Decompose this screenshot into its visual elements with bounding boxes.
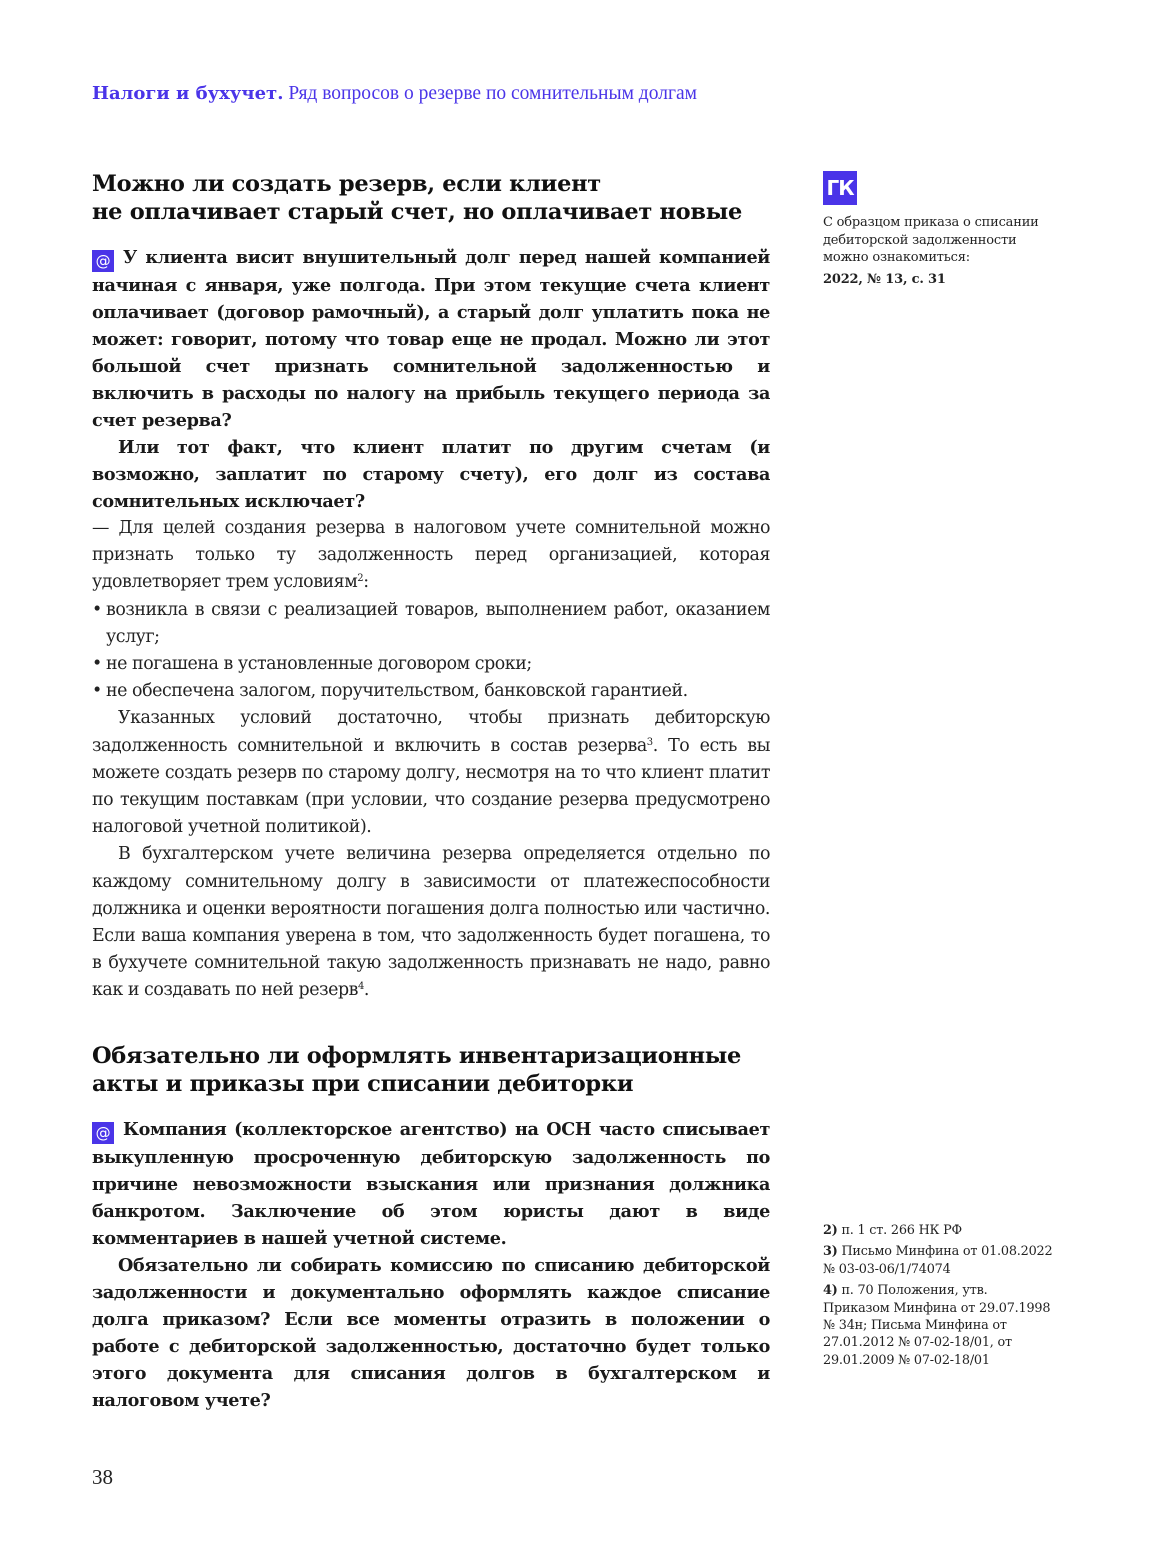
sidebar-note-reference[interactable]: 2022, № 13, с. 31 xyxy=(823,271,946,287)
reader-question-continued: Обязательно ли собирать комиссию по списанию дебиторской задолженности и документально оформлять каждое списание долга приказом? Если все моменты отразить в положении о работе с дебиторской задолженностью, достаточно будет только этого документа для списания долгов в бухгалтерском и налоговом учете? xyxy=(92,1254,770,1411)
footnotes xyxy=(823,1222,1053,1373)
footnote: 4) п. 70 Положения, утв. Приказом Минфина от 29.07.1998 № 34н; Письма Минфина от 27.01.2012 № 07-02-18/01, от 29.01.2009 № 07-02-18/01 xyxy=(823,1283,1051,1368)
answer-paragraph: В бухгалтерском учете величина резерва определяется отдельно по каждому сомнительному долгу в зависимости от платежеспособности должника и оценки вероятности погашения долга полностью или частично. Если ваша компания уверена в том, что задолженность будет погашена, то в бухучете сомнительной такую задолженность признавать не надо, равно как и создавать по ней резерв$^4$. xyxy=(92,844,770,1001)
reader-question: @ У клиента висит внушительный долг перед нашей компанией начиная с января, уже полгода. При этом текущие счета клиент оплачивает (договор рамочный), а старый долг уплатить пока не может: говорит, потому что товар еще не продал. Можно ли этот большой счет признать сомнительной задолженностью и включить в расходы по налогу на прибыль текущего периода за счет резерва? xyxy=(92,247,770,431)
answer-paragraph: Указанных условий достаточно, чтобы признать дебиторскую задолженность сомнительной и включить в состав резерва$^3$. То есть вы можете создать резерв по старому долгу, несмотря на то что клиент платит по текущим поставкам (при условии, что создание резерва предусмотрено налоговой учетной политикой). xyxy=(92,708,770,838)
list-item: • не обеспечена залогом, поручительством, банковской гарантией. xyxy=(92,678,770,705)
footnote: 2) п. 1 ст. 266 НК РФ xyxy=(823,1223,962,1238)
email-question-icon: @ xyxy=(92,250,114,272)
footnote-ref[interactable]: 4 xyxy=(357,981,364,993)
footnote-ref[interactable]: 2 xyxy=(357,573,364,585)
list-item: • не погашена в установленные договором сроки; xyxy=(92,651,770,678)
sidebar-note-text: С образцом приказа о списании дебиторской задолженности можно ознакомиться: xyxy=(823,215,1039,266)
section-title: Можно ли создать резерв, если клиент не оплачивает старый счет, но оплачивает новые xyxy=(92,171,742,225)
publisher-logo-icon: ГК xyxy=(823,171,857,205)
sidebar-note xyxy=(823,214,1053,288)
answer-intro: — Для целей создания резерва в налоговом учете сомнительной можно признать только ту задолженность перед организацией, которая удовлетворяет трем условиям$^2$: xyxy=(92,518,770,593)
email-question-icon: @ xyxy=(92,1122,114,1144)
reader-question-continued: Или тот факт, что клиент платит по другим счетам (и возможно, заплатит по старому счету), его долг из состава сомнительных исключает? xyxy=(92,437,770,512)
article-body xyxy=(92,170,770,1414)
section-title: Обязательно ли оформлять инвентаризационные акты и приказы при списании дебиторки xyxy=(92,1042,742,1097)
section-reserve-for-old-invoice xyxy=(92,170,770,1005)
page-number: 38 xyxy=(92,1465,113,1489)
section-write-off-documents xyxy=(92,1042,770,1414)
reader-question: @ Компания (коллекторское агентство) на ОСН часто списывает выкупленную просроченную дебиторскую задолженность по причине невозможности взыскания или признания должника банкротом. Заключение об этом юристы дают в виде комментариев в нашей учетной системе. xyxy=(92,1118,770,1249)
footnote-ref[interactable]: 3 xyxy=(646,736,653,748)
list-item: • возникла в связи с реализацией товаров, выполнением работ, оказанием услуг; xyxy=(92,597,770,651)
conditions-list xyxy=(92,597,770,706)
running-head-section: Налоги и бухучет. xyxy=(92,83,284,104)
running-head xyxy=(92,83,697,105)
footnote: 3) Письмо Минфина от 01.08.2022 № 03-03-06/1/74074 xyxy=(823,1244,1053,1277)
running-head-title: Ряд вопросов о резерве по сомнительным долгам xyxy=(288,83,697,104)
